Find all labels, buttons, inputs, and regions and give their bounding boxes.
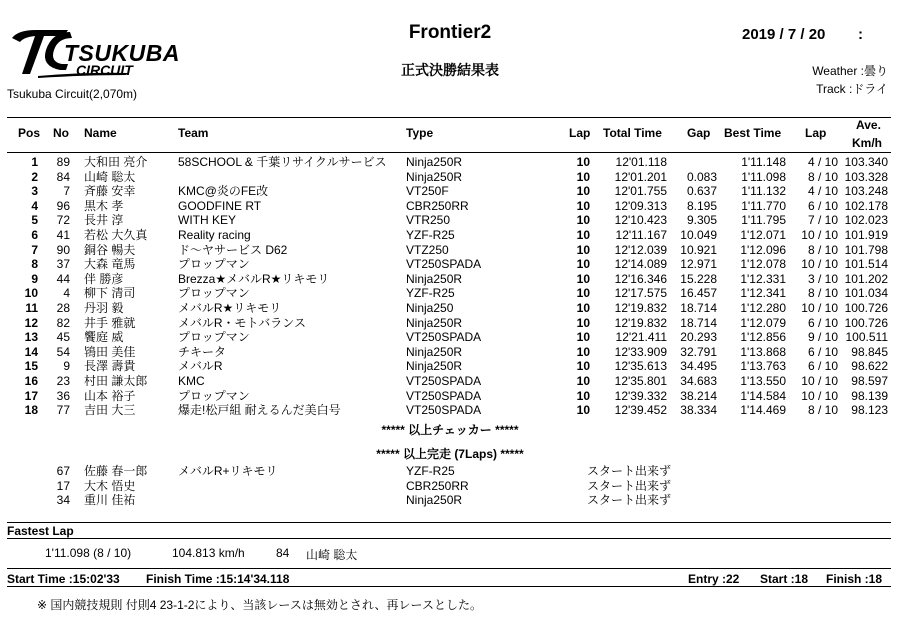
track-condition-label: Track :ドライ	[816, 82, 888, 96]
race-date: 2019 / 7 / 20	[742, 26, 826, 43]
cell-name: 柳下 清司	[84, 286, 136, 301]
cell-best-lap: 10 / 10	[801, 388, 838, 403]
cell-gap: 34.495	[680, 359, 717, 374]
cell-team: KMC@炎のFE改	[178, 184, 269, 199]
cell-best-lap: 8 / 10	[807, 169, 838, 184]
cell-lap: 10	[576, 257, 590, 272]
cell-pos: 17	[24, 388, 38, 403]
finish-time: Finish Time :15:14'34.118	[146, 572, 290, 586]
cell-name: 山崎 聡太	[84, 169, 136, 184]
finish-note: ***** 以上完走 (7Laps) *****	[376, 447, 524, 461]
cell-type: VT250SPADA	[406, 388, 482, 403]
cell-type: CBR250RR	[406, 198, 469, 213]
dns-no: 34	[56, 493, 70, 508]
cell-gap: 15.228	[680, 271, 717, 286]
cell-gap: 32.791	[680, 344, 717, 359]
checker-note: ***** 以上チェッカー *****	[381, 423, 519, 437]
cell-team: ド～ヤサービス D62	[178, 242, 288, 257]
cell-ave-speed: 103.328	[844, 169, 888, 184]
cell-pos: 13	[24, 330, 38, 345]
cell-pos: 7	[31, 242, 38, 257]
cell-best-time: 1'12.071	[740, 228, 786, 242]
cell-team: Brezza★メバルR★リキモリ	[178, 271, 330, 286]
cell-ave-speed: 98.123	[851, 403, 888, 418]
weather-label: Weather :曇り	[812, 64, 888, 78]
cell-best-time: 1'13.550	[740, 374, 786, 388]
cell-no: 23	[56, 374, 70, 388]
logo-text-bottom: CIRCUIT	[76, 62, 133, 78]
cell-team: 爆走!松戸組 耐えるんだ美白号	[178, 403, 341, 418]
cell-best-time: 1'13.868	[740, 344, 786, 359]
dns-team: メバルR+リキモリ	[178, 464, 278, 478]
cell-team: プロップマン	[178, 257, 250, 272]
dns-name: 重川 佳祐	[84, 493, 136, 508]
cell-type: VT250F	[406, 184, 449, 199]
cell-gap: 20.293	[680, 330, 717, 345]
header-rule-top	[7, 117, 891, 118]
cell-gap: 12.971	[680, 257, 717, 272]
cell-lap: 10	[576, 242, 590, 257]
dns-status: スタート出来ず	[587, 493, 672, 508]
cell-total-time: 12'09.313	[614, 198, 667, 213]
cell-total-time: 12'19.832	[614, 315, 667, 330]
cell-pos: 6	[31, 228, 38, 242]
col-gap: Gap	[687, 126, 711, 140]
col-name: Name	[84, 126, 117, 140]
cell-type: Ninja250R	[406, 169, 463, 184]
cell-pos: 8	[31, 257, 38, 272]
cell-best-time: 1'12.341	[740, 286, 786, 301]
document-title: 正式決勝結果表	[401, 62, 499, 78]
cell-team: GOODFINE RT	[178, 198, 262, 213]
cell-team: Reality racing	[178, 228, 251, 242]
cell-best-time: 1'11.795	[741, 213, 786, 228]
dns-no: 17	[56, 478, 70, 493]
cell-type: VTZ250	[406, 242, 449, 257]
finish-count: Finish :18	[826, 572, 883, 586]
cell-lap: 10	[576, 359, 590, 374]
cell-pos: 2	[31, 169, 38, 184]
cell-no: 7	[63, 184, 70, 199]
cell-best-lap: 4 / 10	[807, 155, 838, 169]
fastest-lap-speed: 104.813 km/h	[172, 546, 245, 560]
cell-pos: 3	[31, 184, 38, 199]
cell-ave-speed: 101.798	[844, 242, 888, 257]
header-rule-bottom	[7, 152, 891, 153]
entry-count: Entry :22	[688, 572, 740, 586]
cell-best-lap: 9 / 10	[807, 330, 838, 345]
fastest-lap-name: 山崎 聡太	[306, 548, 358, 562]
cell-ave-speed: 103.340	[844, 155, 888, 169]
cell-name: 大和田 亮介	[84, 155, 148, 169]
cell-name: 斉藤 安幸	[84, 184, 136, 199]
dns-name: 佐藤 春一郎	[84, 464, 148, 478]
cell-gap: 34.683	[680, 374, 717, 388]
cell-gap: 10.049	[680, 228, 717, 242]
dns-type: Ninja250R	[406, 493, 463, 508]
cell-lap: 10	[576, 155, 590, 169]
cell-lap: 10	[576, 169, 590, 184]
start-time: Start Time :15:02'33	[7, 572, 120, 586]
col-total-time: Total Time	[603, 126, 662, 140]
cell-total-time: 12'12.039	[614, 242, 667, 257]
cell-lap: 10	[576, 388, 590, 403]
col-best-time: Best Time	[724, 126, 782, 140]
cell-pos: 1	[31, 155, 38, 169]
cell-type: Ninja250R	[406, 271, 463, 286]
cell-gap: 18.714	[680, 301, 717, 315]
cell-best-lap: 10 / 10	[801, 257, 838, 272]
cell-team: プロップマン	[178, 286, 250, 301]
cell-ave-speed: 103.248	[844, 184, 888, 199]
cell-name: 若松 大久真	[84, 228, 148, 242]
fastest-lap-no: 84	[276, 546, 290, 560]
footer-rule-bottom	[7, 586, 891, 587]
cell-pos: 14	[24, 344, 38, 359]
cell-best-lap: 4 / 10	[807, 184, 838, 199]
cell-best-time: 1'11.148	[741, 155, 786, 169]
cell-total-time: 12'16.346	[614, 271, 667, 286]
cell-pos: 11	[25, 301, 38, 315]
cell-total-time: 12'33.909	[614, 344, 667, 359]
cell-lap: 10	[576, 374, 590, 388]
cell-best-time: 1'12.856	[740, 330, 786, 345]
dns-type: YZF-R25	[406, 464, 455, 478]
cell-total-time: 12'10.423	[614, 213, 667, 228]
cell-no: 84	[56, 169, 70, 184]
cell-gap: 16.457	[680, 286, 717, 301]
cell-ave-speed: 100.726	[844, 301, 888, 315]
cell-best-lap: 8 / 10	[807, 286, 838, 301]
cell-no: 36	[56, 388, 70, 403]
cell-total-time: 12'14.089	[614, 257, 667, 272]
fastest-lap-title: Fastest Lap	[7, 524, 74, 538]
cell-pos: 18	[24, 403, 38, 418]
dns-name: 大木 悟史	[84, 478, 136, 493]
cell-name: 長澤 壽貴	[84, 359, 136, 374]
cell-gap: 38.334	[680, 403, 717, 418]
cell-total-time: 12'35.613	[614, 359, 667, 374]
cell-name: 村田 謙太郎	[84, 374, 148, 388]
cell-no: 54	[56, 344, 70, 359]
cell-lap: 10	[576, 271, 590, 286]
cell-best-time: 1'11.098	[741, 169, 786, 184]
cell-team: KMC	[178, 374, 205, 388]
cell-type: VT250SPADA	[406, 403, 482, 418]
cell-total-time: 12'01.755	[614, 184, 667, 199]
cell-type: Ninja250R	[406, 315, 463, 330]
footer-rule-top	[7, 568, 891, 569]
cell-best-time: 1'12.096	[740, 242, 786, 257]
cell-ave-speed: 101.034	[844, 286, 888, 301]
cell-lap: 10	[576, 184, 590, 199]
cell-gap: 0.083	[686, 169, 717, 184]
cell-pos: 10	[24, 286, 38, 301]
col-best-lap: Lap	[805, 126, 827, 140]
cell-type: VT250SPADA	[406, 330, 482, 345]
cell-name: 鴇田 美佳	[84, 344, 136, 359]
cell-total-time: 12'35.801	[614, 374, 667, 388]
cell-gap: 10.921	[680, 242, 717, 257]
cell-gap: 9.305	[686, 213, 717, 228]
start-count: Start :18	[760, 572, 809, 586]
cell-ave-speed: 102.178	[844, 198, 888, 213]
cell-best-lap: 6 / 10	[807, 315, 838, 330]
cell-lap: 10	[576, 286, 590, 301]
cell-total-time: 12'19.832	[614, 301, 667, 315]
cell-lap: 10	[576, 344, 590, 359]
dns-type: CBR250RR	[406, 478, 469, 493]
fastest-lap-rule-top	[7, 522, 891, 523]
cell-lap: 10	[576, 330, 590, 345]
cell-best-time: 1'11.770	[741, 198, 786, 213]
cell-name: 山本 裕子	[84, 388, 136, 403]
cell-team: メバルR★リキモリ	[178, 301, 282, 315]
cell-no: 89	[56, 155, 70, 169]
cell-best-time: 1'13.763	[740, 359, 786, 374]
cell-no: 77	[56, 403, 70, 418]
cell-no: 90	[56, 242, 70, 257]
cell-no: 45	[56, 330, 70, 345]
date-colon: :	[858, 26, 863, 43]
cell-best-lap: 8 / 10	[807, 403, 838, 418]
cell-team: 58SCHOOL & 千葉リサイクルサービス	[178, 155, 387, 169]
cell-total-time: 12'21.411	[615, 330, 667, 345]
cell-name: 長井 淳	[84, 213, 124, 228]
cell-name: 井手 雅就	[84, 315, 136, 330]
cell-pos: 12	[24, 315, 38, 330]
dns-status: スタート出来ず	[587, 464, 672, 478]
cell-total-time: 12'01.201	[614, 169, 667, 184]
cell-total-time: 12'39.452	[614, 403, 667, 418]
cell-team: メバルR	[178, 359, 223, 374]
cell-type: Ninja250R	[406, 359, 463, 374]
cell-type: VT250SPADA	[406, 257, 482, 272]
cell-ave-speed: 98.139	[851, 388, 888, 403]
cell-best-lap: 6 / 10	[807, 198, 838, 213]
cell-team: メバルR・モトバランス	[178, 315, 306, 330]
fastest-lap-rule-bottom	[7, 538, 891, 539]
cell-total-time: 12'17.575	[614, 286, 667, 301]
col-type: Type	[406, 126, 434, 140]
cell-best-lap: 6 / 10	[807, 344, 838, 359]
cell-type: Ninja250R	[406, 155, 463, 169]
cell-total-time: 12'01.118	[615, 155, 667, 169]
cell-lap: 10	[576, 315, 590, 330]
cell-type: VT250SPADA	[406, 374, 482, 388]
cell-name: 黒木 孝	[84, 198, 124, 213]
cell-total-time: 12'39.332	[614, 388, 667, 403]
cell-gap: 18.714	[680, 315, 717, 330]
cell-lap: 10	[576, 301, 590, 315]
cell-best-time: 1'14.584	[740, 388, 786, 403]
cell-name: 吉田 大三	[84, 403, 136, 418]
cell-ave-speed: 100.726	[844, 315, 888, 330]
dns-no: 67	[56, 464, 70, 478]
cell-best-lap: 8 / 10	[807, 242, 838, 257]
cell-team: WITH KEY	[178, 213, 237, 228]
cell-gap: 0.637	[686, 184, 717, 199]
cell-type: VTR250	[406, 213, 451, 228]
cell-no: 4	[63, 286, 70, 301]
cell-no: 28	[56, 301, 70, 315]
cell-name: 銅谷 暢夫	[84, 242, 136, 257]
cell-name: 丹羽 毅	[84, 301, 124, 315]
cell-pos: 16	[24, 374, 38, 388]
cell-no: 37	[56, 257, 70, 272]
cell-best-lap: 6 / 10	[807, 359, 838, 374]
cell-total-time: 12'11.167	[615, 228, 667, 242]
logo-text-top: TSUKUBA	[64, 40, 180, 66]
cell-gap: 38.214	[680, 388, 717, 403]
cell-best-lap: 3 / 10	[807, 271, 838, 286]
cell-no: 9	[63, 359, 70, 374]
cell-gap: 8.195	[686, 198, 717, 213]
cell-ave-speed: 102.023	[844, 213, 888, 228]
cell-type: Ninja250R	[406, 344, 463, 359]
cell-ave-speed: 98.845	[851, 344, 888, 359]
cell-pos: 5	[31, 213, 38, 228]
cell-lap: 10	[576, 198, 590, 213]
fastest-lap-time: 1'11.098 (8 / 10)	[45, 546, 132, 560]
cell-team: プロップマン	[178, 330, 250, 345]
regulation-footnote: ※ 国内競技規則 付則4 23-1-2により、当該レースは無効とされ、再レースとした。	[37, 598, 482, 612]
cell-no: 96	[56, 198, 70, 213]
cell-ave-speed: 98.597	[851, 374, 888, 388]
cell-no: 72	[56, 213, 70, 228]
cell-ave-speed: 98.622	[851, 359, 888, 374]
cell-pos: 15	[24, 359, 38, 374]
col-lap: Lap	[569, 126, 591, 140]
cell-team: チキータ	[178, 344, 227, 359]
cell-best-time: 1'12.280	[740, 301, 786, 315]
cell-pos: 9	[31, 271, 38, 286]
cell-lap: 10	[576, 228, 590, 242]
cell-ave-speed: 101.919	[844, 228, 888, 242]
cell-team: プロップマン	[178, 388, 250, 403]
cell-best-time: 1'14.469	[740, 403, 786, 418]
cell-lap: 10	[576, 213, 590, 228]
cell-ave-speed: 100.511	[845, 330, 888, 345]
cell-best-time: 1'12.078	[740, 257, 786, 272]
cell-name: 伴 勝彦	[84, 271, 124, 286]
col-kmh: Km/h	[852, 136, 882, 150]
cell-ave-speed: 101.514	[844, 257, 888, 272]
cell-best-time: 1'12.079	[740, 315, 786, 330]
cell-type: YZF-R25	[406, 228, 455, 242]
col-pos: Pos	[18, 126, 41, 140]
venue-label: Tsukuba Circuit(2,070m)	[7, 87, 138, 101]
dns-status: スタート出来ず	[587, 478, 672, 493]
cell-lap: 10	[576, 403, 590, 418]
event-name: Frontier2	[408, 22, 492, 43]
col-team: Team	[178, 126, 209, 140]
cell-ave-speed: 101.202	[844, 271, 888, 286]
cell-name: 大森 竜馬	[84, 257, 136, 272]
cell-no: 41	[56, 228, 70, 242]
cell-best-time: 1'12.331	[740, 271, 786, 286]
cell-name: 饗庭 威	[84, 330, 124, 345]
cell-type: YZF-R25	[406, 286, 455, 301]
cell-best-time: 1'11.132	[741, 184, 786, 199]
cell-best-lap: 10 / 10	[801, 228, 838, 242]
cell-best-lap: 7 / 10	[807, 213, 838, 228]
cell-best-lap: 10 / 10	[801, 301, 838, 315]
col-no: No	[53, 126, 69, 140]
col-ave: Ave.	[856, 118, 881, 132]
cell-pos: 4	[31, 198, 38, 213]
cell-no: 44	[56, 271, 70, 286]
cell-type: Ninja250	[406, 301, 454, 315]
cell-no: 82	[56, 315, 70, 330]
cell-best-lap: 10 / 10	[801, 374, 838, 388]
